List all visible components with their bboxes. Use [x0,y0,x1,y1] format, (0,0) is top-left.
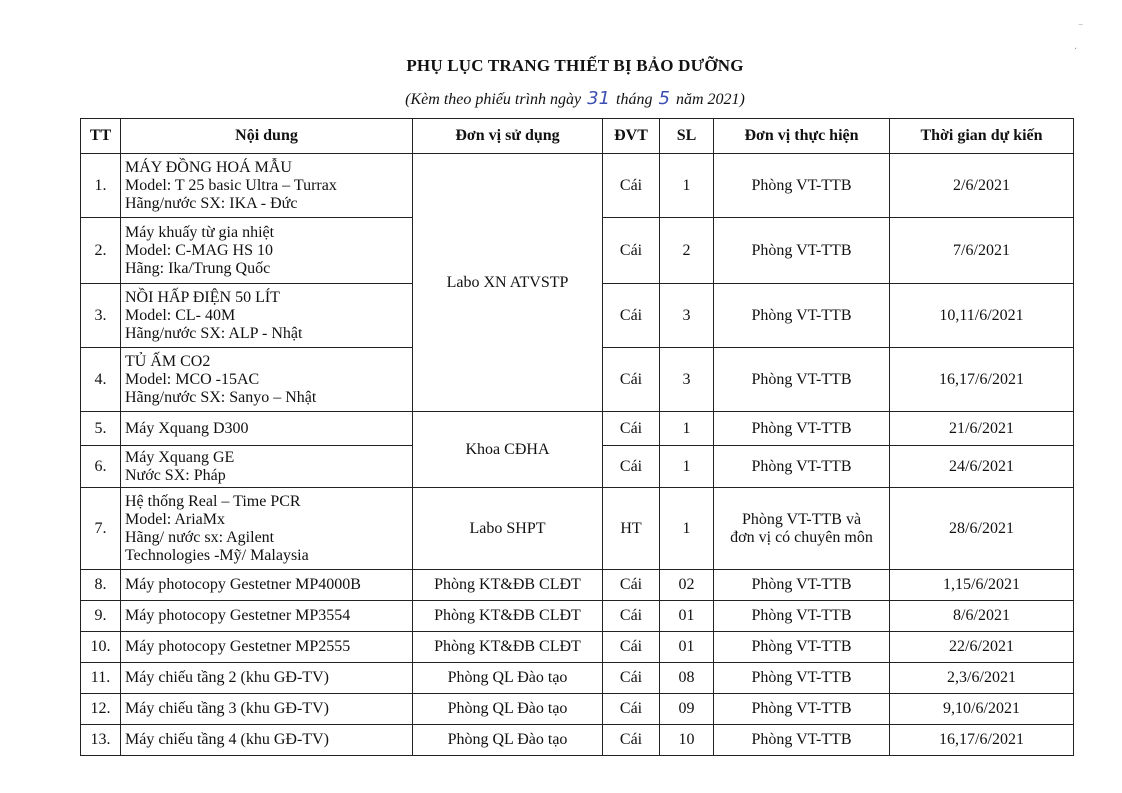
row-dvt: Cái [603,218,660,284]
row-dvt: Cái [603,725,660,756]
row-tt: 10. [81,632,121,663]
row-time: 1,15/6/2021 [890,570,1074,601]
row-content: Máy chiếu tầng 3 (khu GĐ-TV) [121,694,413,725]
row-performer: Phòng VT-TTB [714,601,890,632]
equipment-table [80,118,1074,756]
subtitle-prefix: (Kèm theo phiếu trình ngày [405,91,582,108]
content-line: MÁY ĐỒNG HOÁ MẪU [125,158,292,176]
row-time: 9,10/6/2021 [890,694,1074,725]
row-time: 2,3/6/2021 [890,663,1074,694]
table-row [81,601,1074,632]
row-tt: 3. [81,284,121,348]
row-content [121,412,413,446]
content-line: Model: CL- 40M [125,306,236,324]
row-tt: 13. [81,725,121,756]
scan-mark: ⁻ [1078,22,1084,33]
row-sl: 1 [660,446,714,488]
row-sl: 1 [660,154,714,218]
row-unit-use: Labo SHPT [413,488,603,570]
table-row [81,154,1074,218]
row-dvt: Cái [603,570,660,601]
row-content: Máy photocopy Gestetner MP2555 [121,632,413,663]
row-performer: Phòng VT-TTB [714,725,890,756]
content-line: TỦ ẤM CO2 [125,352,211,370]
row-dvt: Cái [603,694,660,725]
row-performer: Phòng VT-TTB [714,446,890,488]
row-unit-use: Phòng KT&ĐB CLĐT [413,601,603,632]
row-dvt: Cái [603,284,660,348]
table-row [81,412,1074,446]
row-sl: 01 [660,601,714,632]
row-tt: 12. [81,694,121,725]
content-line: Hãng/nước SX: IKA - Đức [125,194,298,212]
row-tt: 5. [81,412,121,446]
content-line: Nước SX: Pháp [125,466,226,484]
content-line: Model: T 25 basic Ultra – Turrax [125,176,337,194]
page-subtitle [0,88,1122,109]
row-time: 24/6/2021 [890,446,1074,488]
table-row [81,725,1074,756]
page-title: PHỤ LỤC TRANG THIẾT BỊ BẢO DƯỠNG [406,56,744,75]
content-line: Máy Xquang D300 [125,419,249,437]
row-sl: 2 [660,218,714,284]
row-unit-use: Phòng QL Đào tạo [413,694,603,725]
row-performer: Phòng VT-TTB [714,694,890,725]
row-time: 16,17/6/2021 [890,348,1074,412]
row-time: 10,11/6/2021 [890,284,1074,348]
table-row [81,570,1074,601]
row-content [121,154,413,218]
content-line: Model: C-MAG HS 10 [125,241,274,259]
performer-line: đơn vị có chuyên môn [730,528,873,546]
row-dvt: Cái [603,412,660,446]
header-tt: TT [81,119,121,154]
row-content: Máy chiếu tầng 2 (khu GĐ-TV) [121,663,413,694]
row-unit-use: Phòng QL Đào tạo [413,725,603,756]
row-content: Máy chiếu tầng 4 (khu GĐ-TV) [121,725,413,756]
row-time: 2/6/2021 [890,154,1074,218]
table-row [81,663,1074,694]
row-content [121,348,413,412]
scan-mark: · [1074,44,1078,55]
row-time: 21/6/2021 [890,412,1074,446]
table-header-row [81,119,1074,154]
row-dvt: Cái [603,154,660,218]
content-line: Hãng/ nước sx: Agilent [125,528,275,546]
row-performer: Phòng VT-TTB [714,412,890,446]
row-dvt: Cái [603,632,660,663]
header-content: Nội dung [121,119,413,154]
row-sl: 10 [660,725,714,756]
row-dvt: Cái [603,663,660,694]
handwritten-day: 31 [587,88,611,109]
row-unit-use: Phòng QL Đào tạo [413,663,603,694]
row-sl: 01 [660,632,714,663]
row-sl: 08 [660,663,714,694]
row-sl: 1 [660,412,714,446]
header-performer: Đơn vị thực hiện [714,119,890,154]
row-content: Máy photocopy Gestetner MP3554 [121,601,413,632]
header-unit-use: Đơn vị sử dụng [413,119,603,154]
row-performer: Phòng VT-TTB [714,154,890,218]
row-performer: Phòng VT-TTB [714,632,890,663]
row-tt: 11. [81,663,121,694]
row-tt: 1. [81,154,121,218]
table-row [81,488,1074,570]
row-unit-use: Labo XN ATVSTP [413,154,603,412]
row-content [121,446,413,488]
row-dvt: Cái [603,348,660,412]
row-time: 22/6/2021 [890,632,1074,663]
content-line: Máy khuấy từ gia nhiệt [125,223,275,241]
row-performer: Phòng VT-TTB [714,218,890,284]
table-row [81,632,1074,663]
subtitle-year: năm 2021) [675,91,745,108]
row-sl: 09 [660,694,714,725]
row-content [121,218,413,284]
content-line: Máy Xquang GE [125,448,235,466]
row-tt: 6. [81,446,121,488]
content-line: Technologies -Mỹ/ Malaysia [125,546,309,564]
handwritten-month: 5 [658,88,670,109]
row-performer: Phòng VT-TTB [714,348,890,412]
content-line: Model: AriaMx [125,510,225,528]
row-performer: Phòng VT-TTB [714,570,890,601]
row-time: 16,17/6/2021 [890,725,1074,756]
row-time: 28/6/2021 [890,488,1074,570]
row-time: 7/6/2021 [890,218,1074,284]
row-tt: 8. [81,570,121,601]
content-line: Hệ thống Real – Time PCR [125,492,301,510]
row-content [121,488,413,570]
row-performer: Phòng VT-TTB [714,663,890,694]
content-line: Hãng: Ika/Trung Quốc [125,259,271,277]
row-sl: 1 [660,488,714,570]
row-tt: 2. [81,218,121,284]
row-tt: 4. [81,348,121,412]
performer-line: Phòng VT-TTB và [741,510,862,528]
row-unit-use: Phòng KT&ĐB CLĐT [413,632,603,663]
row-unit-use: Khoa CĐHA [413,412,603,488]
content-line: Hãng/nước SX: Sanyo – Nhật [125,388,317,406]
header-time: Thời gian dự kiến [890,119,1074,154]
row-sl: 3 [660,348,714,412]
subtitle-month-word: tháng [616,91,653,108]
row-dvt: HT [603,488,660,570]
content-line: Model: MCO -15AC [125,370,260,388]
header-sl: SL [660,119,714,154]
row-unit-use: Phòng KT&ĐB CLĐT [413,570,603,601]
row-dvt: Cái [603,446,660,488]
row-content: Máy photocopy Gestetner MP4000B [121,570,413,601]
row-dvt: Cái [603,601,660,632]
content-line: NỒI HẤP ĐIỆN 50 LÍT [125,288,280,306]
row-time: 8/6/2021 [890,601,1074,632]
header-dvt: ĐVT [603,119,660,154]
table-row [81,694,1074,725]
content-line: Hãng/nước SX: ALP - Nhật [125,324,303,342]
row-sl: 3 [660,284,714,348]
row-tt: 9. [81,601,121,632]
row-content [121,284,413,348]
row-tt: 7. [81,488,121,570]
row-sl: 02 [660,570,714,601]
row-performer: Phòng VT-TTB [714,284,890,348]
row-performer [714,488,890,570]
